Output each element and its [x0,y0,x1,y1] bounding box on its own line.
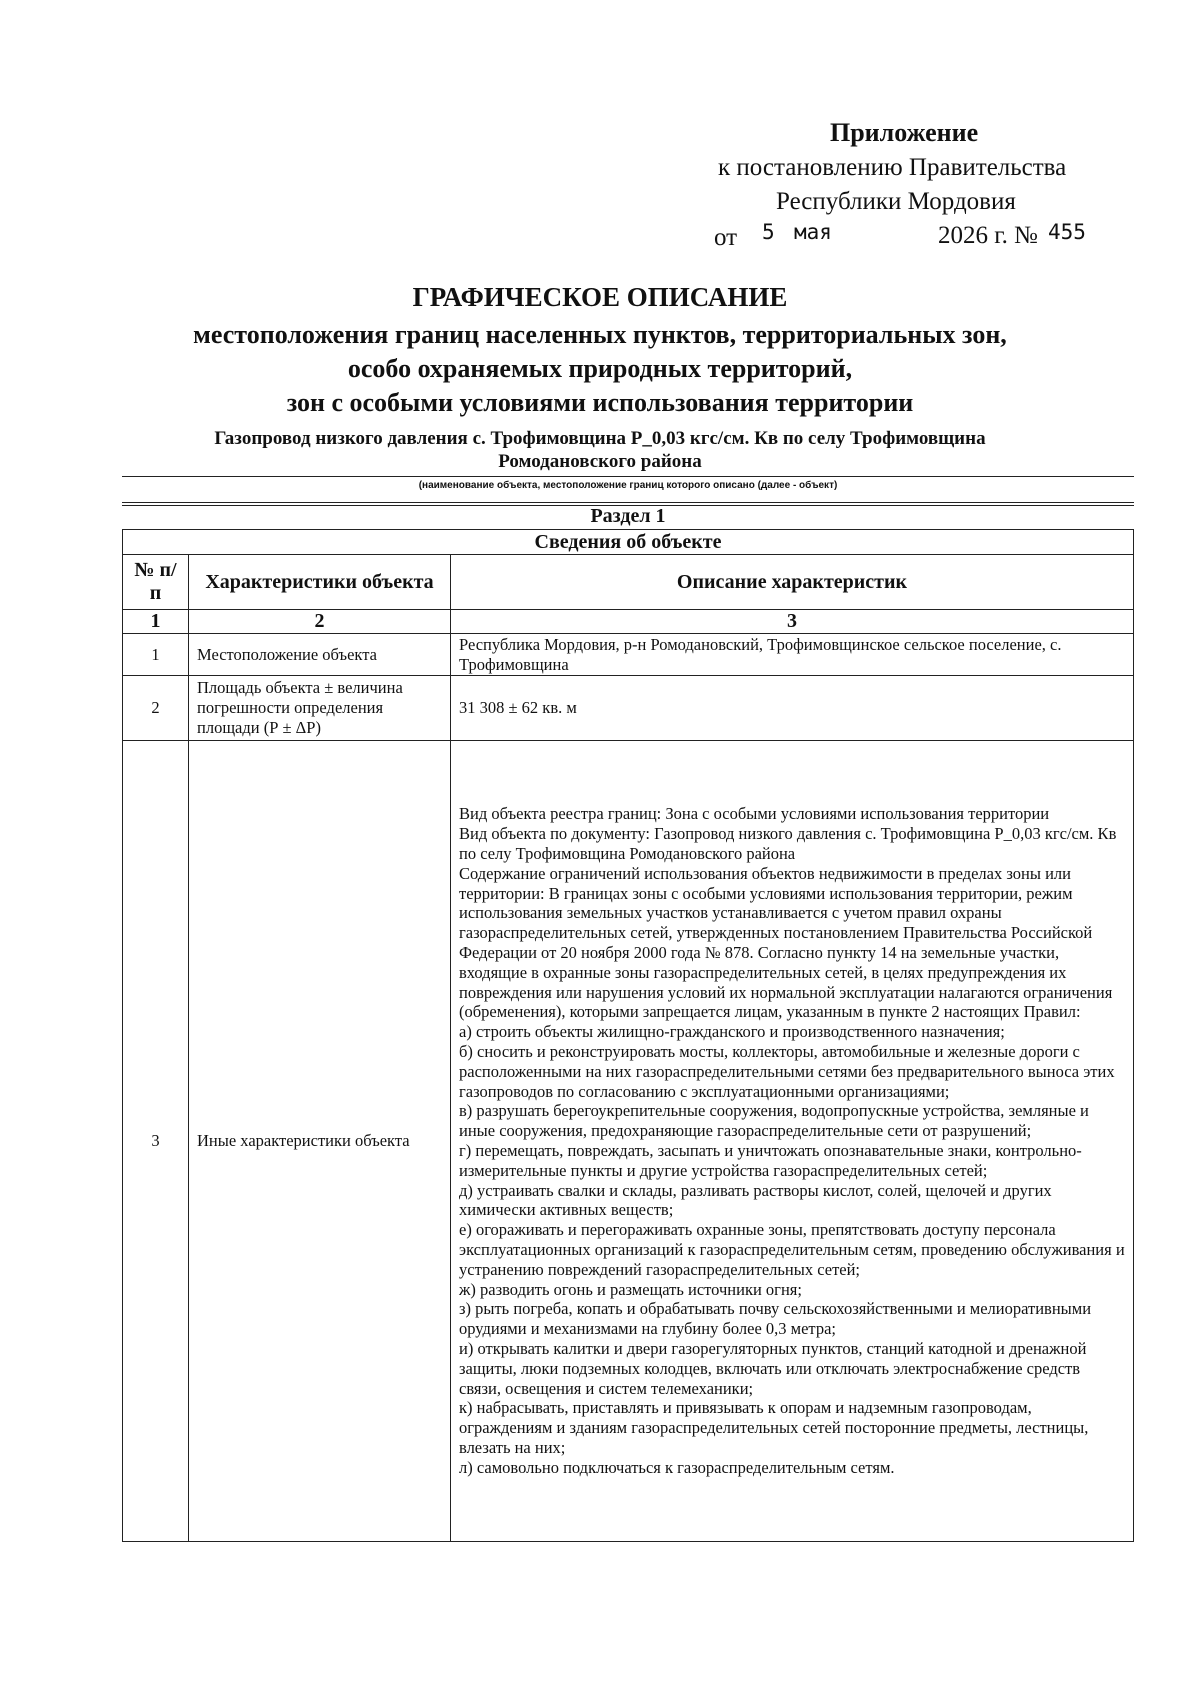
row-characteristic: Иные характеристики объекта [189,741,451,1542]
row-description [451,676,1134,741]
restriction-item: а) строить объекты жилищно-гражданского и производственного назначения; [459,1022,1005,1042]
header-characteristics: Характеристики объекта [189,555,451,610]
object-name-line-2: Ромодановского района [498,451,702,472]
description-paragraph: Республика Мордовия, р-н Ромодановский, Трофимовщинское сельское поселение, с. Трофимовщина [459,634,1062,674]
header-description: Описание характеристик [451,555,1134,610]
restriction-item: б) сносить и реконструировать мосты, коллекторы, автомобильные и железные дороги с расположенными на них газораспределительными сетями без предварительного выноса этих газопроводов по согласованию с эксплуатационными организациями; [459,1042,1115,1101]
date-year: 2026 г. [938,222,1008,249]
document-subtitle-line-2: особо охраняемых природных территорий, [347,354,853,383]
description-paragraph: 31 308 ± 62 кв. м [459,698,577,718]
description-paragraph: Содержание ограничений использования объектов недвижимости в пределах зоны или территории: В границах зоны с особыми условиями использования территории, режим использования земельных участков устанавливается с учетом правил охраны газораспределительных сетей, утвержденных постановлением Правительства Российской Федерации от 20 ноября 2000 года № 878. Согласно пункту 14 на земельные участки, входящие в охранные зоны газораспределительных сетей, в целях предупреждения их повреждения или нарушения условий их нормальной эксплуатации налагаются ограничения (обременения), которыми запрещается лицам, указанным в пункте 2 настоящих Правил: [459,863,1113,1022]
decree-number: 455 [1048,220,1086,244]
restriction-item: д) устраивать свалки и склады, разливать растворы кислот, солей, щелочей и других химически активных веществ; [459,1180,1052,1220]
object-caption: (наименование объекта, местоположение границ которого описано (далее - объект) [418,480,838,491]
restriction-item: е) огораживать и перегораживать охранные зоны, препятствовать доступу персонала эксплуатационных организаций к газораспределительным сетям, проведению обслуживания и устранению повреждений газораспределительных сетей; [459,1220,1125,1279]
date-day: 5 [762,220,775,244]
column-index: 3 [451,610,1134,634]
description-paragraph: Вид объекта по документу: Газопровод низкого давления с. Трофимовщина Р_0,03 кгс/см. Кв по селу Трофимовщина Ромодановского района [459,824,1117,864]
row-number: 3 [123,741,189,1542]
restriction-item: в) разрушать берегоукрепительные сооружения, водопропускные устройства, земляные и иные сооружения, предохраняющие газораспределительные сети от разрушений; [459,1101,1089,1141]
description-paragraph: Вид объекта реестра границ: Зона с особыми условиями использования территории [459,804,1050,824]
row-description [451,634,1134,676]
row-description [451,741,1134,1542]
restriction-item: л) самовольно подключаться к газораспределительным сетям. [459,1457,895,1477]
date-month: мая [794,220,832,244]
row-number: 1 [123,634,189,676]
document-subtitle-line-3: зон с особыми условиями использования территории [286,388,914,417]
document-subtitle-line-1: местоположения границ населенных пунктов, территориальных зон, [193,320,1007,349]
number-sign: № [1014,222,1038,249]
column-index: 1 [123,610,189,634]
appendix-date-row [714,220,1114,252]
table-title: Сведения об объекте [123,530,1134,555]
column-index: 2 [189,610,451,634]
appendix-line-decree: к постановлению Правительства [718,154,1067,181]
restriction-item: к) набрасывать, приставлять и привязывать к опорам и надземным газопроводам, ограждениям и зданиям газораспределительных сетей посторонние предметы, лестницы, влезать на них; [459,1398,1089,1457]
restriction-item: ж) разводить огонь и размещать источники огня; [459,1279,802,1299]
restriction-item: г) перемещать, повреждать, засыпать и уничтожать опознавательные знаки, контрольно-измерительные пункты и другие устройства газораспределительных сетей; [459,1141,1082,1180]
document-title: ГРАФИЧЕСКОЕ ОПИСАНИЕ [412,282,788,312]
object-info-table [122,529,1134,1542]
table-row [123,676,1134,741]
table-row [123,634,1134,676]
appendix-title: Приложение [830,118,979,147]
restriction-item: и) открывать калитки и двери газорегуляторных пунктов, станций катодной и дренажной защиты, люки подземных колодцев, включать или отключать электроснабжение средств связи, освещения и систем телемеханики; [459,1338,1087,1398]
date-from-label: от [714,224,738,251]
header-num: № п/п [123,555,189,610]
divider-rule [122,476,1134,477]
object-name-line-1: Газопровод низкого давления с. Трофимовщина Р_0,03 кгс/см. Кв по селу Трофимовщина [214,428,986,449]
divider-rule [122,502,1134,503]
appendix-line-republic: Республики Мордовия [776,188,1016,215]
restriction-item: з) рыть погреба, копать и обрабатывать почву сельскохозяйственными и мелиоративными орудиями и механизмами на глубину более 0,3 метра; [459,1299,1092,1339]
row-number: 2 [123,676,189,741]
section-label: Раздел 1 [590,505,666,527]
row-characteristic: Местоположение объекта [189,634,451,676]
row-characteristic: Площадь объекта ± величина погрешности определения площади (Р ± ΔР) [189,676,451,741]
table-row [123,741,1134,1542]
